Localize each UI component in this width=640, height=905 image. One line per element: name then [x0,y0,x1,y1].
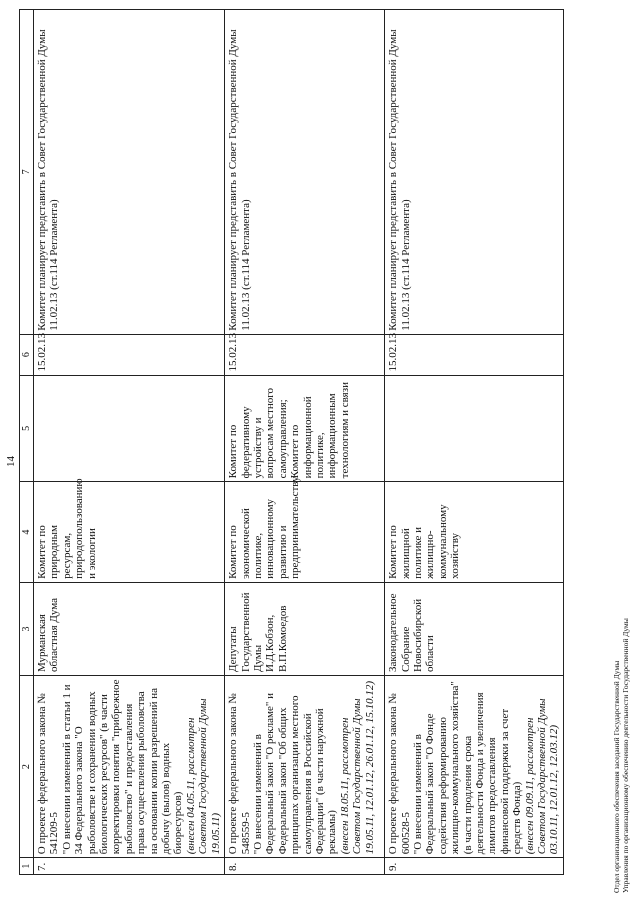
footer-line: Управления по организационному обеспечению деятельности Государственной Думы [621,618,630,893]
bill-title: О проекте федерального закона № 548559-5 [227,693,252,855]
deadline-date: 15.02.13 [385,334,564,375]
column-number: 4 [20,482,34,583]
bill-note: (внесен 09.09.11, рассмотрен Советом Государственной Думы 03.10.11, 12.01.12, 12.03.12) [523,698,561,855]
responsible-committee: Комитет по жилищной политике и жилищно-коммунальному хозяйству [385,482,564,583]
column-number: 3 [20,582,34,675]
bill-description [225,676,385,858]
page-number: 14 [5,456,17,467]
initiator: Законодательное Собрание Новосибирской области [385,582,564,675]
bills-table [19,9,564,875]
bill-title: О проекте федерального закона № 600528-5 [387,693,412,855]
bill-description [34,676,225,858]
row-number: 9. [385,858,564,875]
deadline-date: 15.02.13 [34,334,225,375]
row-number: 8. [225,858,385,875]
column-number: 7 [20,10,34,335]
column-number: 6 [20,334,34,375]
bill-note: (внесен 04.05.11, рассмотрен Советом Государственной Думы 19.05.11) [184,698,222,855]
bill-text: "О внесении изменений в Федеральный закон "О рекламе" и Федеральный закон "Об общих принципах организации местного самоуправления в Российской Федерации" (в части наружной рекламы) [251,693,339,855]
plan-note: Комитет планирует представить в Совет Государственной Думы 11.02.13 (ст.114 Регламента) [225,10,385,335]
footer-line: Отдел организационного обеспечения заседаний Государственной Думы [612,660,621,893]
table-row [34,10,225,875]
initiator: Депутаты Государственной Думы И.Д.Кобзон, В.П.Комоедов [225,582,385,675]
row-number: 7. [34,858,225,875]
deadline-date: 15.02.13 [225,334,385,375]
bill-text: "О внесении изменений в статьи 1 и 34 Федерального закона "О рыболовстве и сохранении водных биологических ресурсов" (в части корректировки понятия "прибрежное рыболовство" и предоставления права осуществления рыболовства на основании копии разрешений на добычу (вылов) водных биоресурсов) [60,679,185,855]
table-row [385,10,564,875]
column-number-row [20,10,34,875]
co-executor-committees: Комитет по федеративному устройству и вопросам местного самоуправления; Комитет по информационной политике, информационным технологиям и связи [225,375,385,482]
initiator: Мурманская областная Дума [34,582,225,675]
responsible-committee: Комитет по природным ресурсам, природопользованию и экологии [34,482,225,583]
plan-note: Комитет планирует представить в Совет Государственной Думы 11.02.13 (ст.114 Регламента) [34,10,225,335]
bill-text: "О внесении изменений в Федеральный закон "О Фонде содействия реформированию жилищно-коммунального хозяйства" (в части продления срока деятельности Фонда и увеличения лимитов предоставления финансовой поддержки за счет средств Фонда) [411,681,524,855]
footer [612,618,630,893]
column-number: 1 [20,858,34,875]
bill-note: (внесен 18.05.11, рассмотрен Советом Государственной Думы 19.05.11, 12.01.12, 26.01.12, 15.10.12) [338,680,376,855]
column-number: 2 [20,676,34,858]
co-executor-committees [34,375,225,482]
plan-note: Комитет планирует представить в Совет Государственной Думы 11.02.13 (ст.114 Регламента) [385,10,564,335]
bill-description [385,676,564,858]
co-executor-committees [385,375,564,482]
column-number: 5 [20,375,34,482]
responsible-committee: Комитет по экономической политике, инновационному развитию и предпринимательству [225,482,385,583]
bill-title: О проекте федерального закона № 541209-5 [36,693,61,855]
table-row [225,10,385,875]
